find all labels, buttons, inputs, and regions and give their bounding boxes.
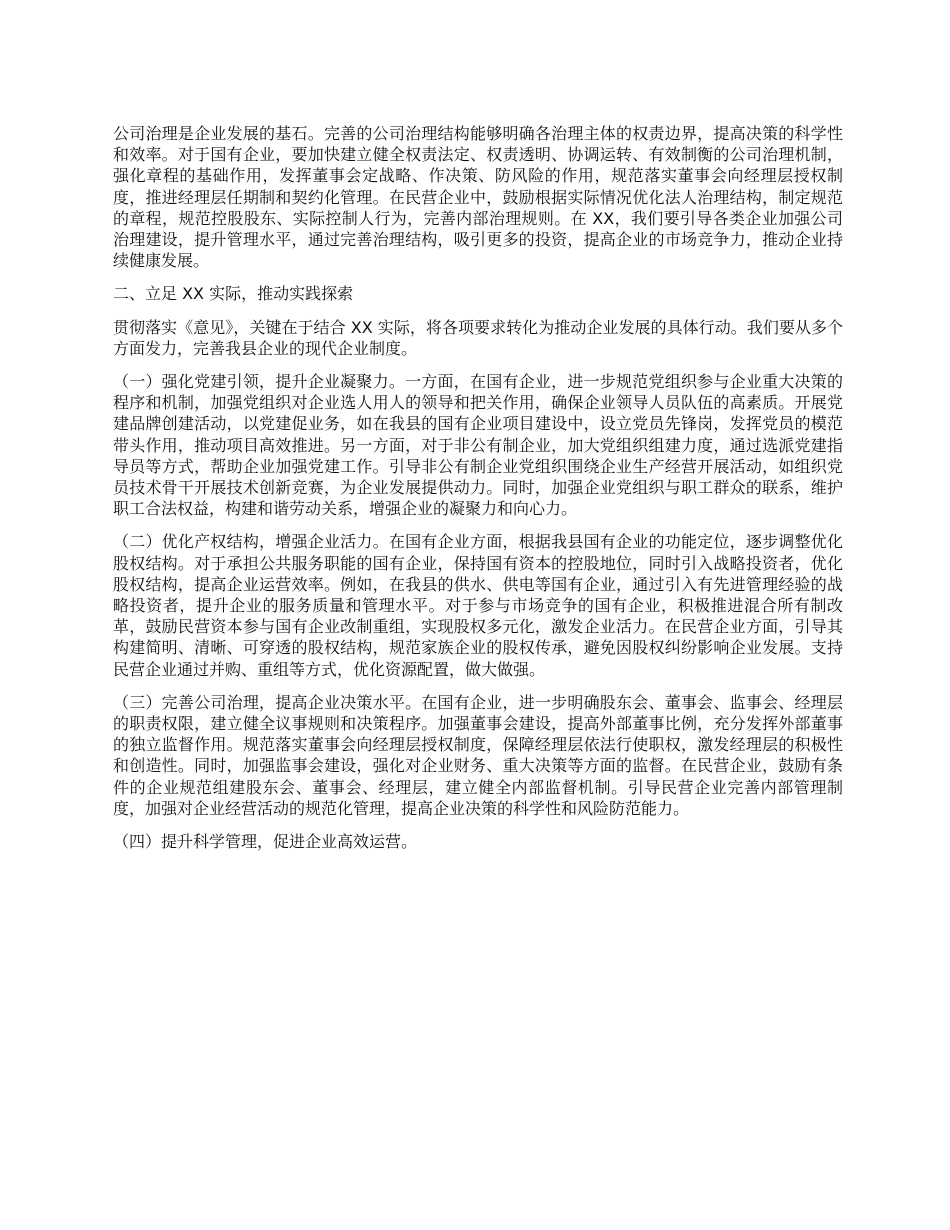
body-paragraph: 公司治理是企业发展的基石。完善的公司治理结构能够明确各治理主体的权责边界，提高决策的科学性和效率。对于国有企业，要加快建立健全权责法定、权责透明、协调运转、有效制衡的公司治理机制，强化章程的基础作用，发挥董事会定战略、作决策、防风险的作用，规范落实董事会向经理层授权制度，推进经理层任期制和契约化管理。在民营企业中，鼓励根据实际情况优化法人治理结构，制定规范的章程，规范控股股东、实际控制人行为，完善内部治理规则。在 XX，我们要引导各类企业加强公司治理建设，提升管理水平，通过完善治理结构，吸引更多的投资，提高企业的市场竞争力，推动企业持续健康发展。 — [113, 124, 843, 271]
body-paragraph: 贯彻落实《意见》，关键在于结合 XX 实际，将各项要求转化为推动企业发展的具体行动。我们要从多个方面发力，完善我县企业的现代企业制度。 — [113, 317, 843, 358]
document-body — [113, 123, 843, 864]
body-paragraph: （三）完善公司治理，提高企业决策水平。在国有企业，进一步明确股东会、董事会、监事会、经理层的职责权限，建立健全议事规则和决策程序。加强董事会建设，提高外部董事比例，充分发挥外部董事的独立监督作用。规范落实董事会向经理层授权制度，保障经理层依法行使职权，激发经理层的积极性和创造性。同时，加强监事会建设，强化对企业财务、重大决策等方面的监督。在民营企业，鼓励有条件的企业规范组建股东会、董事会、经理层，建立健全内部监督机制。引导民营企业完善内部管理制度，加强对企业经营活动的规范化管理，提高企业决策的科学性和风险防范能力。 — [113, 692, 843, 818]
body-paragraph: （二）优化产权结构，增强企业活力。在国有企业方面，根据我县国有企业的功能定位，逐步调整优化股权结构。对于承担公共服务职能的国有企业，保持国有资本的控股地位，同时引入战略投资者，优化股权结构，提高企业运营效率。例如，在我县的供水、供电等国有企业，通过引入有先进管理经验的战略投资者，提升企业的服务质量和管理水平。对于参与市场竞争的国有企业，积极推进混合所有制改革，鼓励民营资本参与国有企业改制重组，实现股权多元化，激发企业活力。在民营企业方面，引导其构建简明、清晰、可穿透的股权结构，规范家族企业的股权传承，避免因股权纠纷影响企业发展。支持民营企业通过并购、重组等方式，优化资源配置，做大做强。 — [113, 532, 843, 679]
section-heading: 二、立足 XX 实际，推动实践探索 — [113, 284, 354, 304]
body-paragraph: （一）强化党建引领，提升企业凝聚力。一方面，在国有企业，进一步规范党组织参与企业重大决策的程序和机制，加强党组织对企业选人用人的领导和把关作用，确保企业领导人员队伍的高素质。开展党建品牌创建活动，以党建促业务，如在我县的国有企业项目建设中，设立党员先锋岗，发挥党员的模范带头作用，推动项目高效推进。另一方面，对于非公有制企业，加大党组织组建力度，通过选派党建指导员等方式，帮助企业加强党建工作。引导非公有制企业党组织围绕企业生产经营开展活动，如组织党员技术骨干开展技术创新竞赛，为企业发展提供动力。同时，加强企业党组织与职工群众的联系，维护职工合法权益，构建和谐劳动关系，增强企业的凝聚力和向心力。 — [113, 372, 843, 519]
subsection-heading: （四）提升科学管理，促进企业高效运营。 — [113, 832, 418, 852]
